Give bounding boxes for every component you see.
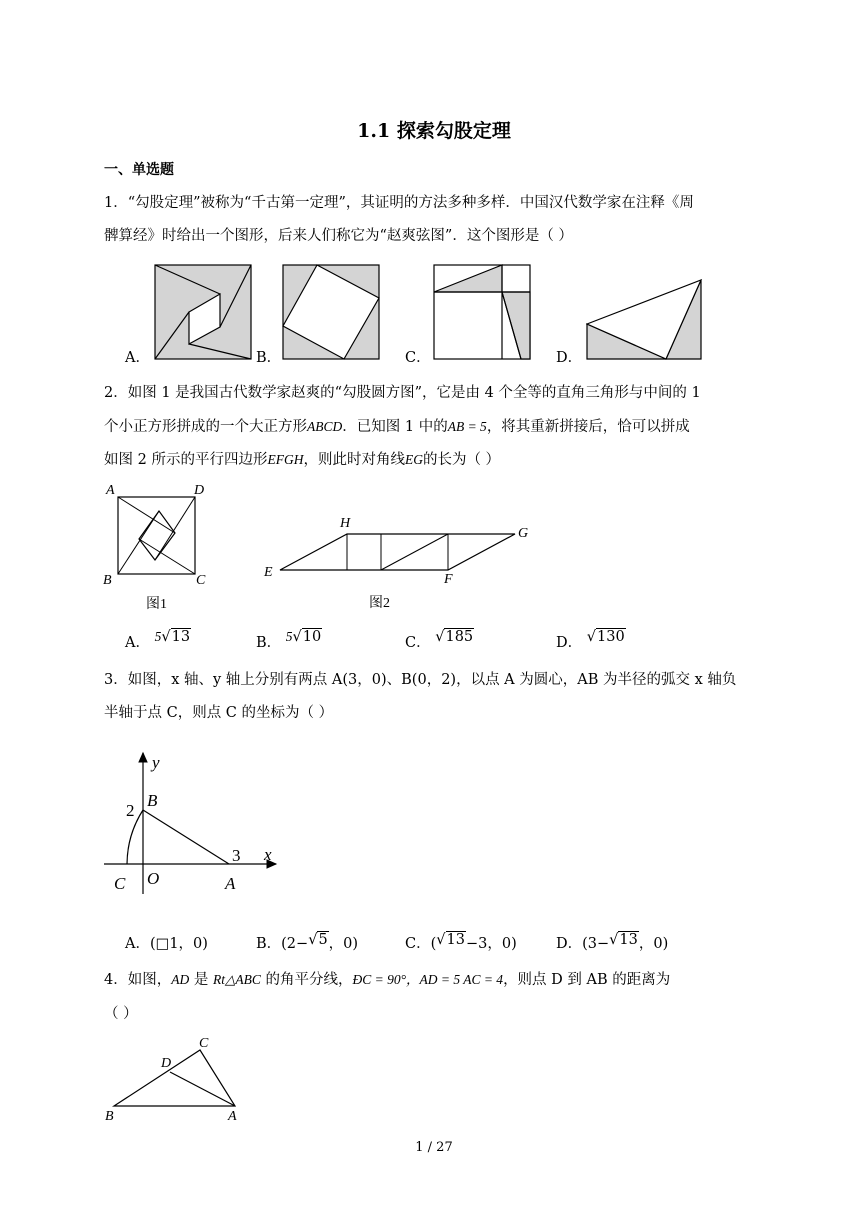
q2-option-d-radicand: 130: [597, 629, 625, 645]
q3-line2: 半轴于点 C，则点 C 的坐标为（ ）: [104, 705, 334, 721]
q3-option-b: [256, 932, 358, 953]
q3-label-b: B: [147, 791, 158, 810]
q4-label-a: A: [228, 1109, 237, 1124]
q1-figure-b: [282, 264, 380, 360]
q3-label-c: C: [114, 874, 126, 893]
q1-option-c: C．: [405, 350, 431, 366]
section-heading: 一、单选题: [104, 162, 174, 178]
q2-option-d-letter: D．: [556, 635, 583, 651]
q4-label-d: D: [161, 1056, 172, 1071]
q3-option-b-sqrt: √5: [308, 932, 328, 948]
q3-label-a: A: [225, 874, 236, 893]
q1-line1: 1．“勾股定理”被称为“千古第一定理”，其证明的方法多种多样．中国汉代数学家在注释《周: [104, 195, 694, 211]
fig2-caption: 图2: [369, 596, 390, 611]
q3-label-o: O: [147, 869, 160, 888]
q2-option-a-letter: A．: [125, 635, 150, 651]
q2-line3-text-c: ，则此时对角线: [303, 452, 405, 468]
q3-figure: [100, 748, 290, 898]
q3-option-a: A．(□1，0): [125, 936, 208, 952]
q3-label-3: 3: [232, 846, 241, 865]
q3-label-2: 2: [126, 801, 135, 820]
q2-line2-text-c: ．已知图 1 中的: [342, 419, 448, 435]
fig2-label-h: H: [340, 516, 351, 531]
q3-option-b-pre: B．(2−: [256, 936, 309, 952]
q3-line1: 3．如图，x 轴、y 轴上分别有两点 A(3，0)、B(0，2)，以点 A 为圆心，AB 为半径的弧交 x 轴负: [104, 672, 737, 688]
q3-option-d-radicand: 13: [619, 932, 638, 948]
q2-option-a: [125, 629, 191, 652]
q2-figure-2: [260, 512, 540, 612]
q2-line2: [104, 410, 764, 444]
fig2-label-f: F: [444, 572, 453, 587]
q3-option-c-post: −3，0): [465, 936, 517, 952]
q1-line2: 髀算经》时给出一个图形，后来人们称它为“赵爽弦图”．这个图形是（ ）: [104, 228, 573, 244]
q1-option-d: D．: [556, 350, 583, 366]
fig1-label-b: B: [103, 573, 112, 588]
q2-figure-1: [100, 478, 220, 613]
q3-option-d: [556, 932, 668, 953]
q3-option-b-radicand: 5: [318, 932, 328, 948]
q2-option-c: [405, 629, 474, 652]
q3-option-c-radicand: 13: [446, 932, 465, 948]
q4-triangle: Rt△ABC: [212, 972, 261, 987]
q3-option-d-sqrt: √13: [609, 932, 638, 948]
fig2-label-e: E: [264, 565, 273, 580]
q3-option-d-post: ，0): [638, 936, 669, 952]
q2-option-c-letter: C．: [405, 635, 431, 651]
q2-line3-text-e: 的长为（ ）: [422, 452, 501, 468]
q3-option-c-pre: C．(: [405, 936, 437, 952]
q4-text-e: 的角平分线，: [260, 972, 353, 988]
q4-line2: （ ）: [104, 1006, 138, 1022]
q4-figure: [100, 1030, 250, 1125]
fig1-label-c: C: [196, 573, 206, 588]
q3-option-b-post: ，0): [328, 936, 359, 952]
q1-figure-c: [433, 264, 531, 360]
q2-option-a-coef: 5: [154, 629, 162, 644]
fig1-label-d: D: [194, 483, 205, 498]
fig1-label-a: A: [106, 483, 115, 498]
q1-figure-d: [586, 279, 706, 361]
q4-text-c: 是: [189, 972, 213, 988]
q2-option-b-sqrt: √10: [292, 629, 322, 645]
q1-option-b: B．: [256, 350, 282, 366]
q4-line1: [104, 963, 784, 997]
q2-option-a-radicand: 13: [171, 629, 191, 645]
q4-conditions: ÐC = 90°，AD = 5 AC = 4: [352, 972, 504, 987]
q2-option-b-coef: 5: [285, 629, 293, 644]
q2-option-a-sqrt: √13: [161, 629, 191, 645]
page-title: 1.1 探索勾股定理: [357, 120, 511, 142]
q4-ad: AD: [171, 972, 190, 987]
q4-label-c: C: [199, 1036, 209, 1051]
q2-ab-eq: AB = 5: [447, 419, 487, 434]
q4-text-g: ，则点 D 到 AB 的距离为: [503, 972, 671, 988]
q4-label-b: B: [105, 1109, 114, 1124]
q2-option-d: [556, 629, 626, 652]
fig2-label-g: G: [518, 526, 529, 541]
q3-label-x: x: [264, 845, 272, 864]
q3-option-d-pre: D．(3−: [556, 936, 610, 952]
q3-label-y: y: [152, 753, 160, 772]
q2-option-d-sqrt: √130: [586, 629, 625, 645]
q2-eg: EG: [404, 452, 423, 467]
q2-line2-text-e: ，将其重新拼接后，恰可以拼成: [486, 419, 690, 435]
q1-option-a: A．: [125, 350, 150, 366]
q3-option-c: [405, 932, 517, 953]
q2-abcd: ABCD: [307, 419, 343, 434]
q2-line2-text-a: 个小正方形拼成的一个大正方形: [104, 419, 307, 435]
q2-option-c-sqrt: √185: [435, 629, 474, 645]
q2-option-b-letter: B．: [256, 635, 282, 651]
q4-text-a: 4．如图，: [104, 972, 172, 988]
page-number: 1 / 27: [415, 1140, 453, 1155]
q2-line1: 2．如图 1 是我国古代数学家赵爽的“勾股圆方图”，它是由 4 个全等的直角三角形与中间的 1: [104, 385, 701, 401]
q3-option-c-sqrt: √13: [436, 932, 465, 948]
fig1-caption: 图1: [146, 597, 167, 612]
q1-figure-a: [154, 264, 252, 360]
q2-line3: [104, 443, 764, 477]
q2-line3-text-a: 如图 2 所示的平行四边形: [104, 452, 268, 468]
q2-option-c-radicand: 185: [445, 629, 474, 645]
q2-efgh: EFGH: [267, 452, 304, 467]
q2-option-b: [256, 629, 322, 652]
q2-option-b-radicand: 10: [302, 629, 322, 645]
